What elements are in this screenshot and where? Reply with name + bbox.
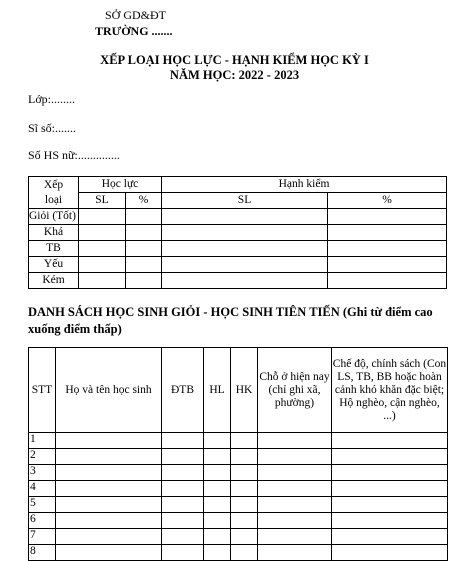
- department-name: SỞ GD&ĐT: [105, 8, 167, 22]
- table-row: [29, 497, 448, 513]
- academic-pct-header: %: [126, 193, 162, 209]
- rank-header: Xếp loại: [29, 177, 79, 209]
- rank-label: Giỏi (Tốt): [29, 209, 79, 225]
- row-number: 6: [29, 513, 56, 529]
- table-row: [29, 433, 448, 449]
- table-row: [29, 209, 447, 225]
- name-header: Họ và tên học sinh: [56, 348, 162, 433]
- row-number: 4: [29, 481, 56, 497]
- hl-header: HL: [204, 348, 231, 433]
- row-number: 1: [29, 433, 56, 449]
- academic-header: Học lực: [79, 177, 162, 193]
- table-row: [29, 257, 447, 273]
- table-row: [29, 225, 447, 241]
- table-row: [29, 449, 448, 465]
- academic-sl-header: SL: [79, 193, 126, 209]
- student-list-table: [28, 347, 448, 561]
- table-row: [29, 241, 447, 257]
- conduct-pct-header: %: [328, 193, 447, 209]
- rank-label: TB: [29, 241, 79, 257]
- table-row: [29, 273, 447, 289]
- class-field: Lớp:........: [28, 92, 76, 106]
- summary-table: [28, 176, 447, 289]
- table-row: [29, 481, 448, 497]
- school-name: TRƯỜNG .......: [95, 24, 173, 38]
- row-number: 5: [29, 497, 56, 513]
- policy-header: Chế độ, chính sách (Con LS, TB, BB hoặc hoàn cảnh khó khăn đặc biệt; Hộ nghèo, cận nghèo, ...): [332, 348, 448, 433]
- rank-label: Khá: [29, 225, 79, 241]
- conduct-sl-header: SL: [162, 193, 328, 209]
- table-row: [29, 513, 448, 529]
- address-header: Chỗ ở hiện nay (chỉ ghi xã, phường): [258, 348, 332, 433]
- rank-label: Yếu: [29, 257, 79, 273]
- female-count-field: Số HS nữ:..............: [28, 148, 120, 162]
- rank-label: Kém: [29, 273, 79, 289]
- enrollment-field: Sĩ số:.......: [28, 121, 77, 135]
- list-section-title: DANH SÁCH HỌC SINH GIỎI - HỌC SINH TIÊN TIẾN (Ghi từ điểm cao xuống điểm thấp): [28, 305, 433, 336]
- conduct-header: Hạnh kiểm: [162, 177, 447, 193]
- row-number: 7: [29, 529, 56, 545]
- table-row: [29, 465, 448, 481]
- table-row: [29, 545, 448, 561]
- stt-header: STT: [29, 348, 56, 433]
- school-year: NĂM HỌC: 2022 - 2023: [169, 68, 300, 82]
- row-number: 8: [29, 545, 56, 561]
- row-number: 2: [29, 449, 56, 465]
- document-title: XẾP LOẠI HỌC LỰC - HẠNH KIỂM HỌC KỲ I: [100, 53, 369, 67]
- table-row: [29, 529, 448, 545]
- dtb-header: ĐTB: [162, 348, 204, 433]
- row-number: 3: [29, 465, 56, 481]
- hk-header: HK: [231, 348, 258, 433]
